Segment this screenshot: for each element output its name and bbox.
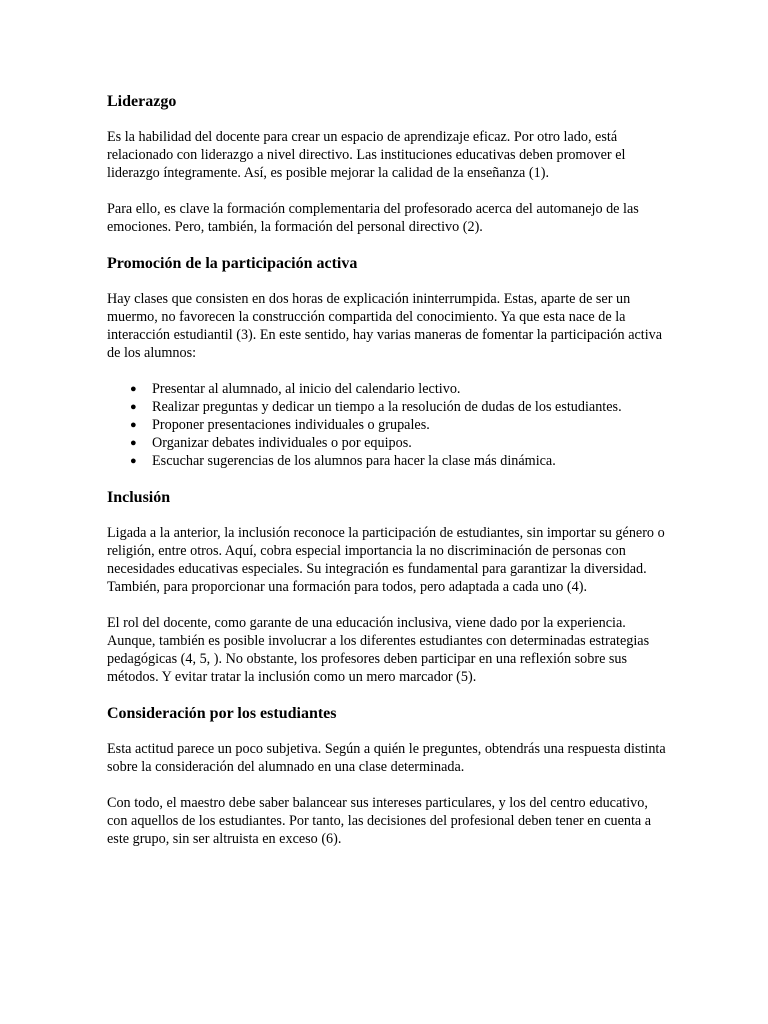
list-item-text: Organizar debates individuales o por equipos. xyxy=(152,435,412,451)
list-item xyxy=(130,452,667,470)
bullet-icon: ● xyxy=(130,437,137,449)
list-item xyxy=(130,416,667,434)
bullet-icon: ● xyxy=(130,419,137,431)
section-participacion-activa xyxy=(107,254,667,470)
paragraph: Con todo, el maestro debe saber balancear sus intereses particulares, y los del centro educativo, con aquellos de los estudiantes. Por tanto, las decisiones del profesional deben tener en cuenta a este grupo, sin ser altruista en exceso (6). xyxy=(107,795,652,847)
bullet-icon: ● xyxy=(130,455,137,467)
section-consideracion xyxy=(107,704,667,848)
document-content xyxy=(107,92,667,848)
bullet-icon: ● xyxy=(130,383,137,395)
bullet-icon: ● xyxy=(130,401,137,413)
section-liderazgo xyxy=(107,92,667,236)
section-heading: Inclusión xyxy=(107,489,171,506)
paragraph: El rol del docente, como garante de una educación inclusiva, viene dado por la experiencia. Aunque, también es posible involucrar a los diferentes estudiantes con determinadas estrategias pedagógicas (4, 5, ). No obstante, los profesores deben participar en una reflexión sobre sus métodos. Y evitar tratar la inclusión como un mero marcador (5). xyxy=(107,615,650,685)
bullet-list xyxy=(107,380,667,470)
paragraph: Es la habilidad del docente para crear un espacio de aprendizaje eficaz. Por otro lado, está relacionado con liderazgo a nivel directivo. Las instituciones educativas deben promover el liderazgo íntegramente. Así, es posible mejorar la calidad de la enseñanza (1). xyxy=(107,129,626,181)
section-heading: Promoción de la participación activa xyxy=(107,255,358,272)
section-heading: Consideración por los estudiantes xyxy=(107,705,337,722)
list-item-text: Escuchar sugerencias de los alumnos para hacer la clase más dinámica. xyxy=(152,453,556,469)
paragraph: Ligada a la anterior, la inclusión reconoce la participación de estudiantes, sin importar su género o religión, entre otros. Aquí, cobra especial importancia la no discriminación de personas con necesidades educativas especiales. Su integración es fundamental para garantizar la diversidad. También, para proporcionar una formación para todos, pero adaptada a cada uno (4). xyxy=(107,525,665,595)
list-item-text: Proponer presentaciones individuales o grupales. xyxy=(152,417,430,433)
section-inclusion xyxy=(107,488,667,686)
list-item xyxy=(130,434,667,452)
section-heading: Liderazgo xyxy=(107,93,177,110)
paragraph: Esta actitud parece un poco subjetiva. Según a quién le preguntes, obtendrás una respuesta distinta sobre la consideración del alumnado en una clase determinada. xyxy=(107,741,666,775)
paragraph: Hay clases que consisten en dos horas de explicación ininterrumpida. Estas, aparte de ser un muermo, no favorecen la construcción compartida del conocimiento. Ya que esta nace de la interacción estudiantil (3). En este sentido, hay varias maneras de fomentar la participación activa de los alumnos: xyxy=(107,291,663,361)
list-item-text: Realizar preguntas y dedicar un tiempo a la resolución de dudas de los estudiantes. xyxy=(152,399,622,415)
list-item-text: Presentar al alumnado, al inicio del calendario lectivo. xyxy=(152,381,461,397)
paragraph: Para ello, es clave la formación complementaria del profesorado acerca del automanejo de las emociones. Pero, también, la formación del personal directivo (2). xyxy=(107,201,639,235)
list-item xyxy=(130,380,667,398)
list-item xyxy=(130,398,667,416)
